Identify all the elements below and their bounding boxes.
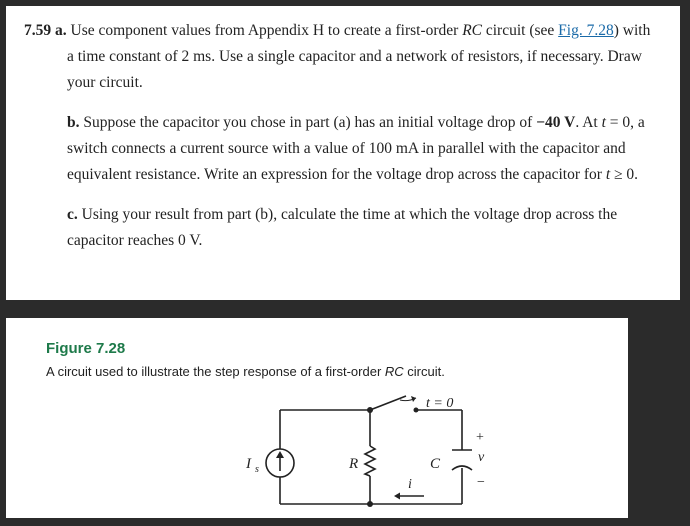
figure-link[interactable]: Fig. 7.28	[558, 22, 614, 39]
part-a-label: a.	[55, 22, 67, 39]
part-b-text-3: = 0, a switch connects a current source with a value of 100 mA in parallel with the capacitor and equivalent resistance. Write an expression for the voltage drop across the capacitor for	[67, 114, 645, 183]
voltage-label: v	[478, 450, 485, 465]
problem-number: 7.59	[24, 22, 52, 39]
switch-blade	[370, 396, 406, 410]
voltage-plus: +	[476, 430, 484, 445]
voltage-minus: −	[477, 475, 485, 490]
circuit-diagram	[6, 318, 628, 518]
caption-text-2: circuit.	[403, 364, 445, 379]
capacitor-label: C	[430, 456, 441, 472]
part-b-t-cond: t	[605, 166, 611, 183]
source-label: I	[246, 456, 251, 472]
part-c-label: c.	[67, 206, 78, 223]
source-subscript: s	[255, 464, 259, 475]
switch-contact-dot	[414, 408, 419, 413]
switch-time-label: t = 0	[426, 396, 454, 411]
current-arrow-head	[394, 493, 400, 500]
part-b-t: t	[601, 114, 606, 131]
part-a-text-3: ) with a time constant of 2 ms. Use a single capacitor and a network of resistors, if necessary. Draw your circuit.	[67, 22, 651, 91]
junction-dot-bottom	[367, 501, 373, 507]
part-a-text-1: Use component values from Appendix H to create a first-order	[66, 22, 463, 39]
problem-text	[24, 18, 654, 254]
part-a-text-2: circuit (see	[482, 22, 559, 39]
resistor-zigzag	[365, 446, 375, 476]
caption-text-1: A circuit used to illustrate the step response of a first-order	[46, 364, 385, 379]
figure-title: Figure 7.28	[46, 340, 126, 357]
part-b-voltage: −40 V	[536, 114, 576, 131]
part-b-label: b.	[67, 114, 80, 131]
figure-card	[6, 318, 628, 518]
part-b-text-2: . At	[575, 114, 602, 131]
caption-rc: RC	[384, 364, 404, 379]
resistor-label: R	[349, 456, 359, 472]
part-a-rc: RC	[462, 22, 482, 39]
switch-motion-head	[411, 396, 416, 402]
current-label: i	[408, 477, 412, 492]
part-a	[24, 18, 654, 96]
part-b-text-4: ≥ 0.	[610, 166, 639, 183]
part-b	[24, 110, 654, 188]
part-b-text-1: Suppose the capacitor you chose in part (a) has an initial voltage drop of	[79, 114, 537, 131]
problem-card	[6, 6, 680, 300]
part-c-text: Using your result from part (b), calculate the time at which the voltage drop across the capacitor reaches 0 V.	[67, 206, 618, 249]
part-c	[24, 202, 654, 254]
junction-dot-top	[367, 407, 373, 413]
